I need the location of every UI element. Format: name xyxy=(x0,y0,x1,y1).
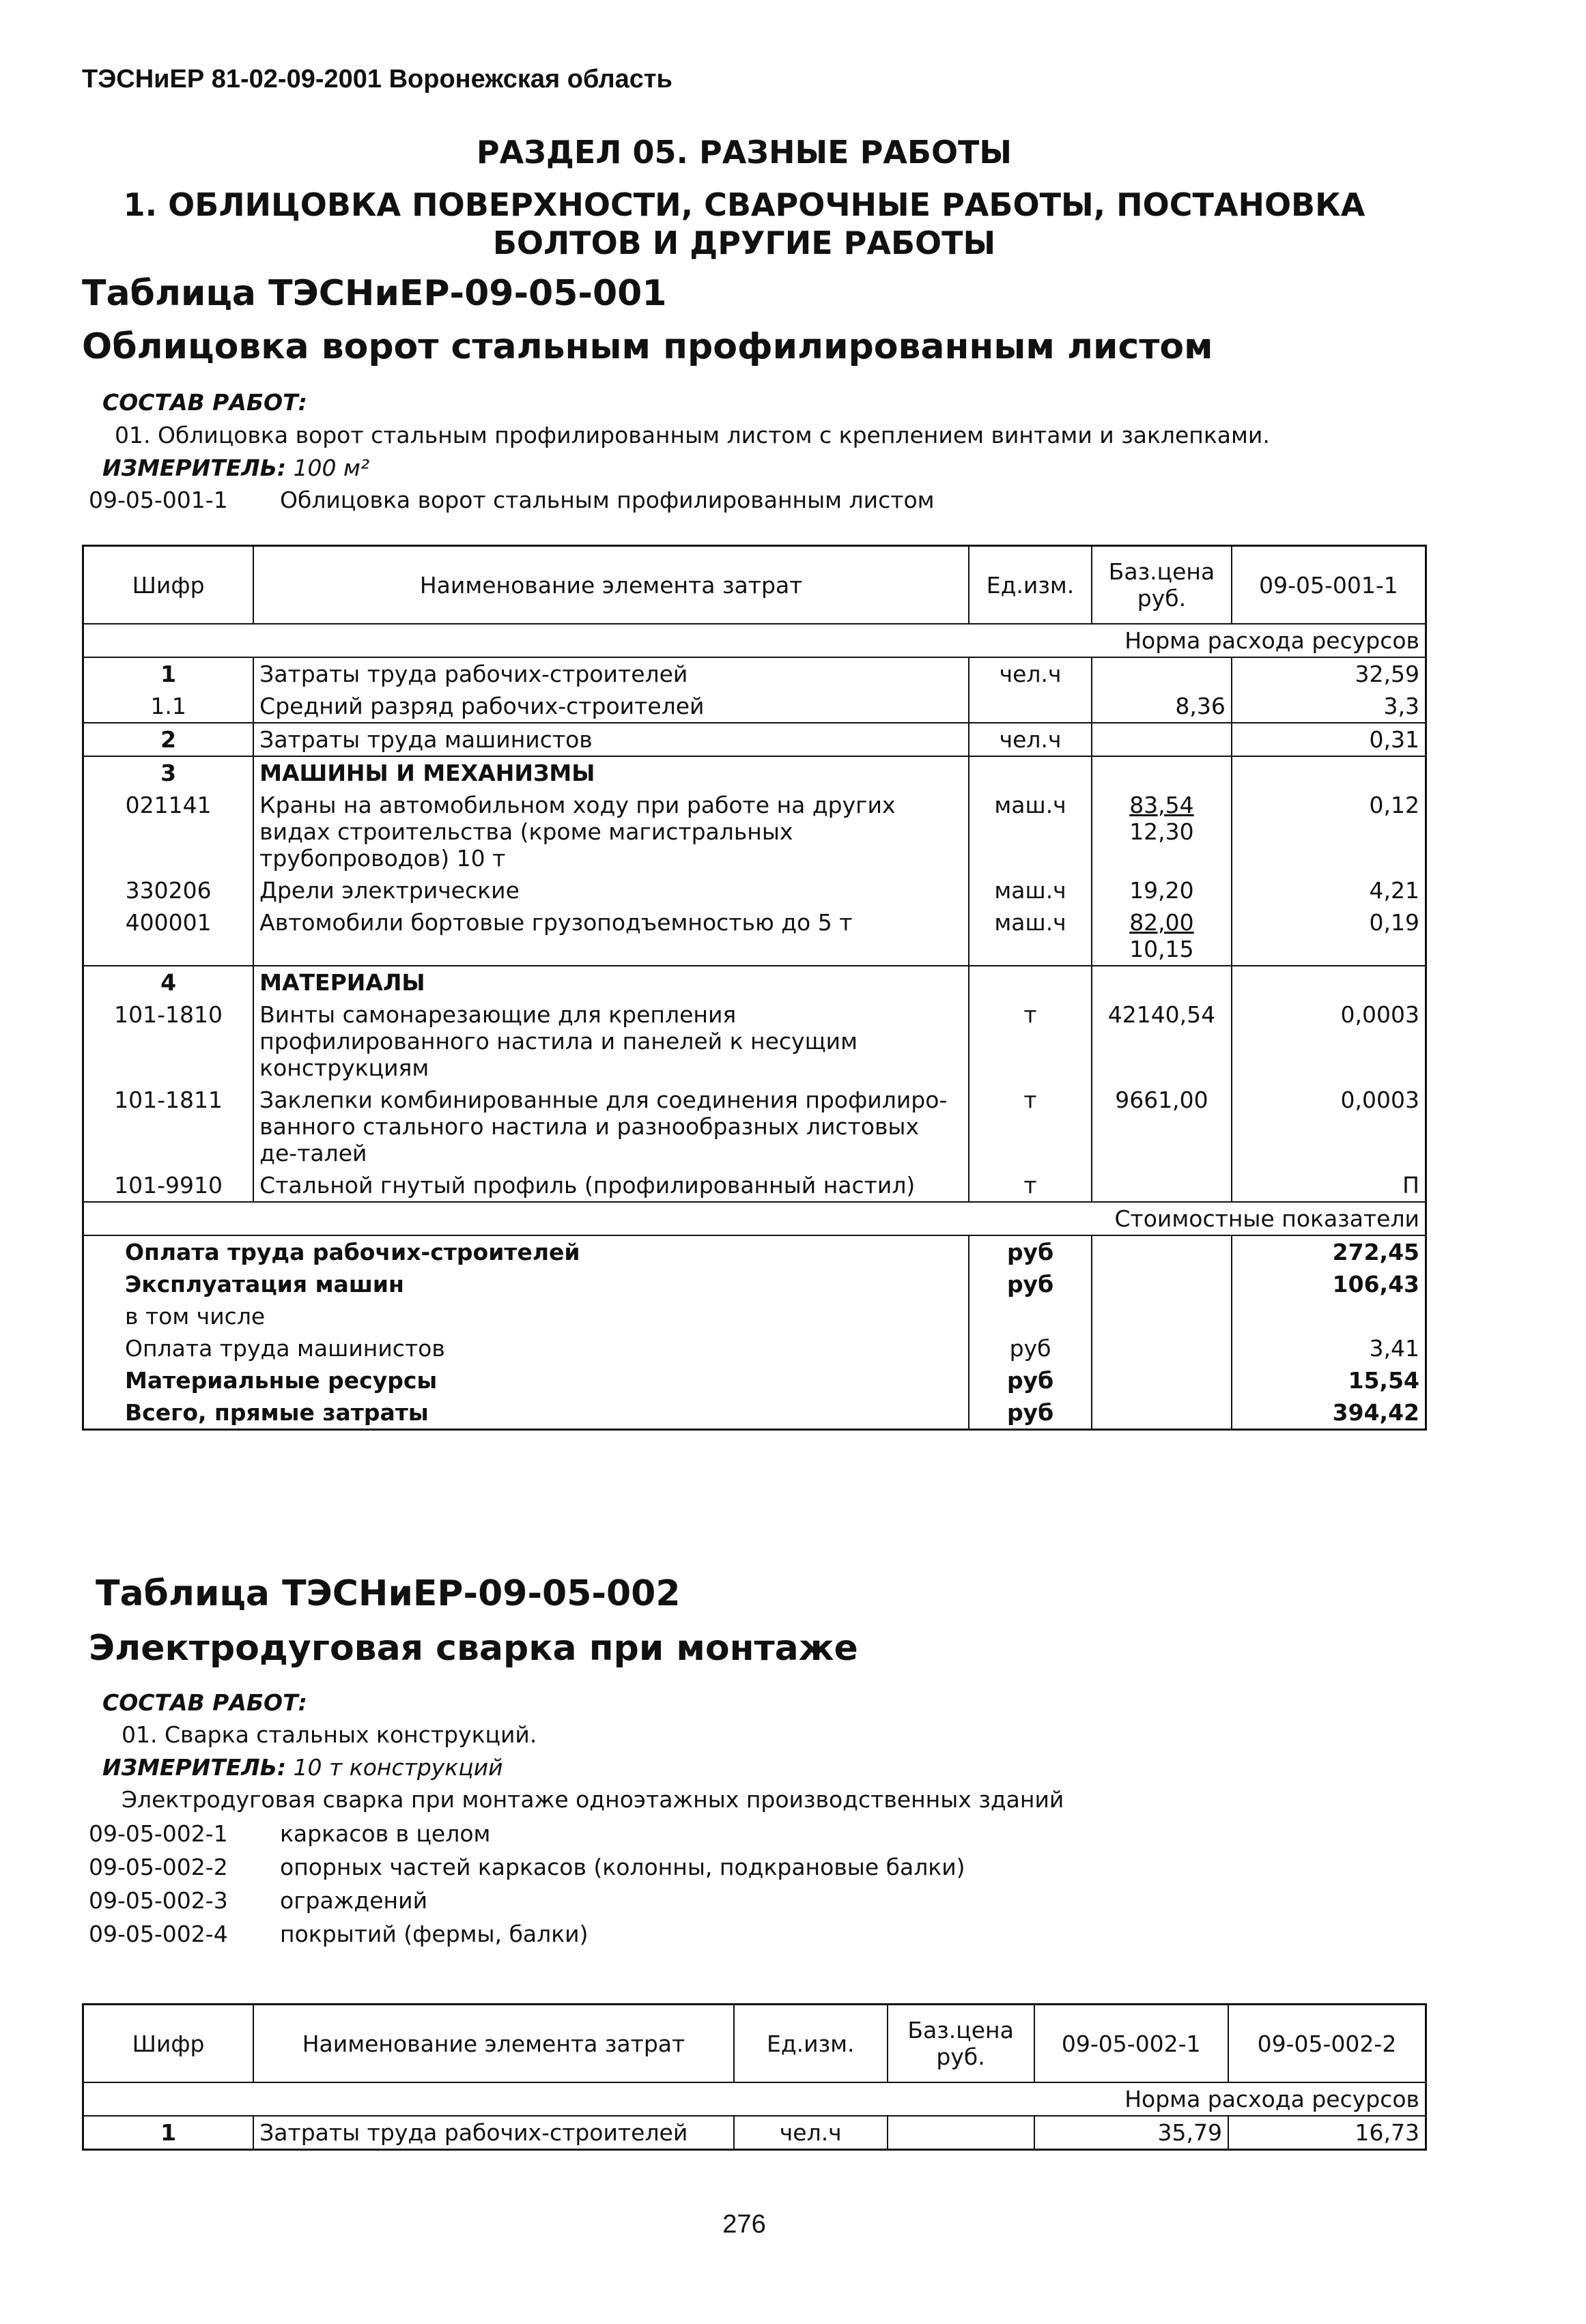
cost-value: 394,42 xyxy=(1232,1396,1426,1430)
row-value: 0,12 xyxy=(1232,789,1426,874)
table-row xyxy=(83,1169,1426,1202)
table1-izmer xyxy=(102,455,369,481)
table-row xyxy=(83,756,1426,789)
table1-sostav-label: СОСТАВ РАБОТ: xyxy=(102,389,307,416)
row-code: 1 xyxy=(160,661,177,687)
row-price-main: 83,54 xyxy=(1129,792,1194,818)
cost-name: Оплата труда рабочих-строителей xyxy=(125,1239,580,1265)
row-unit: чел.ч xyxy=(734,2116,888,2150)
cost-empty xyxy=(1092,1235,1232,1268)
row-price xyxy=(1092,789,1232,874)
row-price-sub: 12,30 xyxy=(1129,818,1194,845)
table-row xyxy=(83,874,1426,906)
row-price-sub: 10,15 xyxy=(1129,936,1194,962)
row-value: 32,59 xyxy=(1232,657,1426,690)
row-price: 9661,00 xyxy=(1092,1084,1232,1169)
item-text: опорных частей каркасов (колонны, подкрановые балки) xyxy=(280,1854,965,1880)
cost-name: Эксплуатация машин xyxy=(125,1271,404,1297)
row-value-2: 16,73 xyxy=(1228,2116,1426,2150)
row-name: Дрели электрические xyxy=(253,874,969,906)
row-code: 101-1811 xyxy=(114,1087,223,1113)
row-price xyxy=(1092,966,1232,999)
cost-unit: руб xyxy=(969,1396,1092,1430)
table1-izmer-value: 100 м² xyxy=(293,455,370,481)
table2-items-list xyxy=(89,1820,965,1954)
row-code: 330206 xyxy=(125,877,212,904)
page-number: 276 xyxy=(722,2210,766,2239)
th-name: Наименование элемента затрат xyxy=(253,546,969,625)
th-col1: 09-05-001-1 xyxy=(1232,546,1426,625)
cost-empty xyxy=(1092,1396,1232,1430)
th-unit: Ед.изм. xyxy=(969,546,1092,625)
row-code: 101-1810 xyxy=(114,1001,223,1028)
list-item xyxy=(89,1820,965,1854)
item-code: 09-05-002-4 xyxy=(89,1921,228,1947)
subsection-line-2: БОЛТОВ И ДРУГИЕ РАБОТЫ xyxy=(492,225,996,261)
list-item xyxy=(89,1854,965,1887)
row-price: 8,36 xyxy=(1092,690,1232,723)
table1-code-line-text: Облицовка ворот стальным профилированным листом xyxy=(280,487,935,513)
row-unit xyxy=(969,756,1092,789)
row-value: П xyxy=(1232,1169,1426,1202)
row-name: Винты самонарезающие для крепления профилированного настила и панелей к несущим конструкциям xyxy=(253,999,969,1084)
row-name: Заклепки комбинированные для соединения профилиро-ванного стального настила и разнообразных листовых де-талей xyxy=(253,1084,969,1169)
row-unit: т xyxy=(969,1084,1092,1169)
row-name: МАТЕРИАЛЫ xyxy=(253,966,969,999)
table2 xyxy=(82,2003,1427,2151)
cost-empty xyxy=(1092,1300,1232,1332)
table-row xyxy=(83,1084,1426,1169)
table2-sostav-text: 01. Сварка стальных конструкций. xyxy=(122,1721,537,1748)
table1-sostav-text: 01. Облицовка ворот стальным профилированным листом с креплением винтами и заклепками. xyxy=(115,422,1270,448)
cost-value xyxy=(1232,1300,1426,1332)
row-name: Затраты труда рабочих-строителей xyxy=(253,657,969,690)
list-item xyxy=(89,1921,965,1954)
table1-cost-header-row xyxy=(83,1202,1426,1235)
row-price xyxy=(1092,1169,1232,1202)
row-value: 4,21 xyxy=(1232,874,1426,906)
table-row xyxy=(83,2116,1426,2150)
row-code: 4 xyxy=(83,966,254,999)
row-value: 0,31 xyxy=(1232,723,1426,756)
row-price xyxy=(1092,657,1232,690)
row-value xyxy=(1232,966,1426,999)
row-name: Затраты труда рабочих-строителей xyxy=(253,2116,734,2150)
cost-row xyxy=(83,1300,1426,1332)
row-code: 2 xyxy=(83,723,254,756)
table2-izmer-value: 10 т конструкций xyxy=(293,1754,503,1781)
row-unit: маш.ч xyxy=(969,874,1092,906)
cost-row xyxy=(83,1364,1426,1396)
item-code: 09-05-002-2 xyxy=(89,1854,228,1880)
row-code: 101-9910 xyxy=(114,1172,223,1199)
table2-items xyxy=(89,1820,965,1954)
row-code: 3 xyxy=(83,756,254,789)
row-unit: маш.ч xyxy=(969,789,1092,874)
row-name: Краны на автомобильном ходу при работе на других видах строительства (кроме магистральных трубопроводов) 10 т xyxy=(253,789,969,874)
cost-name: в том числе xyxy=(125,1303,266,1330)
table1-subtitle: Облицовка ворот стальным профилированным листом xyxy=(82,326,1213,367)
th-price: Баз.цена руб. xyxy=(888,2005,1034,2083)
table-row xyxy=(83,966,1426,999)
row-name: МАШИНЫ И МЕХАНИЗМЫ xyxy=(253,756,969,789)
row-unit: чел.ч xyxy=(969,657,1092,690)
row-unit: т xyxy=(969,1169,1092,1202)
cost-header-label: Стоимостные показатели xyxy=(83,1202,1426,1235)
item-code: 09-05-002-3 xyxy=(89,1887,228,1914)
cost-row xyxy=(83,1235,1426,1268)
row-code: 1.1 xyxy=(150,693,186,719)
norma-label: Норма расхода ресурсов xyxy=(83,624,1426,657)
row-code: 021141 xyxy=(125,792,212,818)
cost-unit: руб xyxy=(969,1332,1092,1364)
table1-norma-row xyxy=(83,624,1426,657)
row-price: 42140,54 xyxy=(1092,999,1232,1084)
row-unit xyxy=(969,690,1092,723)
table-row xyxy=(83,789,1426,874)
row-price-main: 82,00 xyxy=(1129,909,1194,936)
table2-title: Таблица ТЭСНиЕР-09-05-002 xyxy=(96,1573,681,1614)
table1-code-line-code: 09-05-001-1 xyxy=(89,487,228,513)
table-row xyxy=(83,690,1426,723)
table2-izmer xyxy=(102,1754,503,1781)
cost-empty xyxy=(1092,1268,1232,1300)
section-title: РАЗДЕЛ 05. РАЗНЫЕ РАБОТЫ xyxy=(476,134,1013,171)
th-name: Наименование элемента затрат xyxy=(253,2005,734,2083)
row-price xyxy=(1092,756,1232,789)
th-unit: Ед.изм. xyxy=(734,2005,888,2083)
row-value: 3,3 xyxy=(1232,690,1426,723)
table1-izmer-label: ИЗМЕРИТЕЛЬ: xyxy=(102,455,287,481)
table-row xyxy=(83,723,1426,756)
cost-value: 272,45 xyxy=(1232,1235,1426,1268)
cost-value: 106,43 xyxy=(1232,1268,1426,1300)
cost-row xyxy=(83,1396,1426,1430)
row-price xyxy=(1092,906,1232,966)
row-code: 1 xyxy=(160,2119,177,2146)
item-text: ограждений xyxy=(280,1887,428,1914)
row-value: 0,0003 xyxy=(1232,999,1426,1084)
doc-header: ТЭСНиЕР 81-02-09-2001 Воронежская область xyxy=(82,65,672,94)
cost-empty xyxy=(1092,1364,1232,1396)
row-value: 0,19 xyxy=(1232,906,1426,966)
row-unit: чел.ч xyxy=(969,723,1092,756)
cost-name: Материальные ресурсы xyxy=(125,1367,438,1394)
cost-value: 3,41 xyxy=(1232,1332,1426,1364)
cost-unit: руб xyxy=(969,1235,1092,1268)
subsection-line-1: 1. ОБЛИЦОВКА ПОВЕРХНОСТИ, СВАРОЧНЫЕ РАБОТЫ, ПОСТАНОВКА xyxy=(123,186,1365,223)
table2-header-row xyxy=(83,2005,1426,2083)
cost-unit: руб xyxy=(969,1364,1092,1396)
cost-name: Оплата труда машинистов xyxy=(125,1335,445,1362)
cost-value: 15,54 xyxy=(1232,1364,1426,1396)
table2-sostav-label: СОСТАВ РАБОТ: xyxy=(102,1689,307,1716)
row-value xyxy=(1232,756,1426,789)
table2-description: Электродуговая сварка при монтаже одноэтажных производственных зданий xyxy=(122,1786,1064,1813)
row-value-1: 35,79 xyxy=(1034,2116,1228,2150)
row-name: Автомобили бортовые грузоподъемностью до 5 т xyxy=(253,906,969,966)
table-row xyxy=(83,999,1426,1084)
table1-header-row xyxy=(83,546,1426,625)
cost-row xyxy=(83,1332,1426,1364)
row-code: 400001 xyxy=(125,909,212,936)
th-col2: 09-05-002-2 xyxy=(1228,2005,1426,2083)
row-name: Стальной гнутый профиль (профилированный настил) xyxy=(253,1169,969,1202)
item-text: каркасов в целом xyxy=(280,1820,491,1847)
table2-norma-row xyxy=(83,2082,1426,2116)
row-unit xyxy=(969,966,1092,999)
table-row xyxy=(83,657,1426,690)
row-unit: т xyxy=(969,999,1092,1084)
cost-empty xyxy=(1092,1332,1232,1364)
norma-label: Норма расхода ресурсов xyxy=(83,2082,1426,2116)
table2-subtitle: Электродуговая сварка при монтаже xyxy=(89,1628,858,1669)
cost-unit xyxy=(969,1300,1092,1332)
row-price: 19,20 xyxy=(1092,874,1232,906)
th-col1: 09-05-002-1 xyxy=(1034,2005,1228,2083)
table2-izmer-label: ИЗМЕРИТЕЛЬ: xyxy=(102,1754,287,1781)
item-text: покрытий (фермы, балки) xyxy=(280,1921,589,1947)
table-row xyxy=(83,906,1426,966)
list-item xyxy=(89,1887,965,1921)
th-shifr: Шифр xyxy=(83,2005,254,2083)
row-price xyxy=(888,2116,1034,2150)
item-code: 09-05-002-1 xyxy=(89,1820,228,1847)
row-value: 0,0003 xyxy=(1232,1084,1426,1169)
cost-name: Всего, прямые затраты xyxy=(125,1399,429,1426)
row-unit: маш.ч xyxy=(969,906,1092,966)
th-shifr: Шифр xyxy=(83,546,254,625)
row-name: Средний разряд рабочих-строителей xyxy=(253,690,969,723)
cost-row xyxy=(83,1268,1426,1300)
row-name: Затраты труда машинистов xyxy=(253,723,969,756)
cost-unit: руб xyxy=(969,1268,1092,1300)
row-price xyxy=(1092,723,1232,756)
table1-title: Таблица ТЭСНиЕР-09-05-001 xyxy=(82,273,667,314)
th-price: Баз.цена руб. xyxy=(1092,546,1232,625)
table1 xyxy=(82,545,1427,1431)
